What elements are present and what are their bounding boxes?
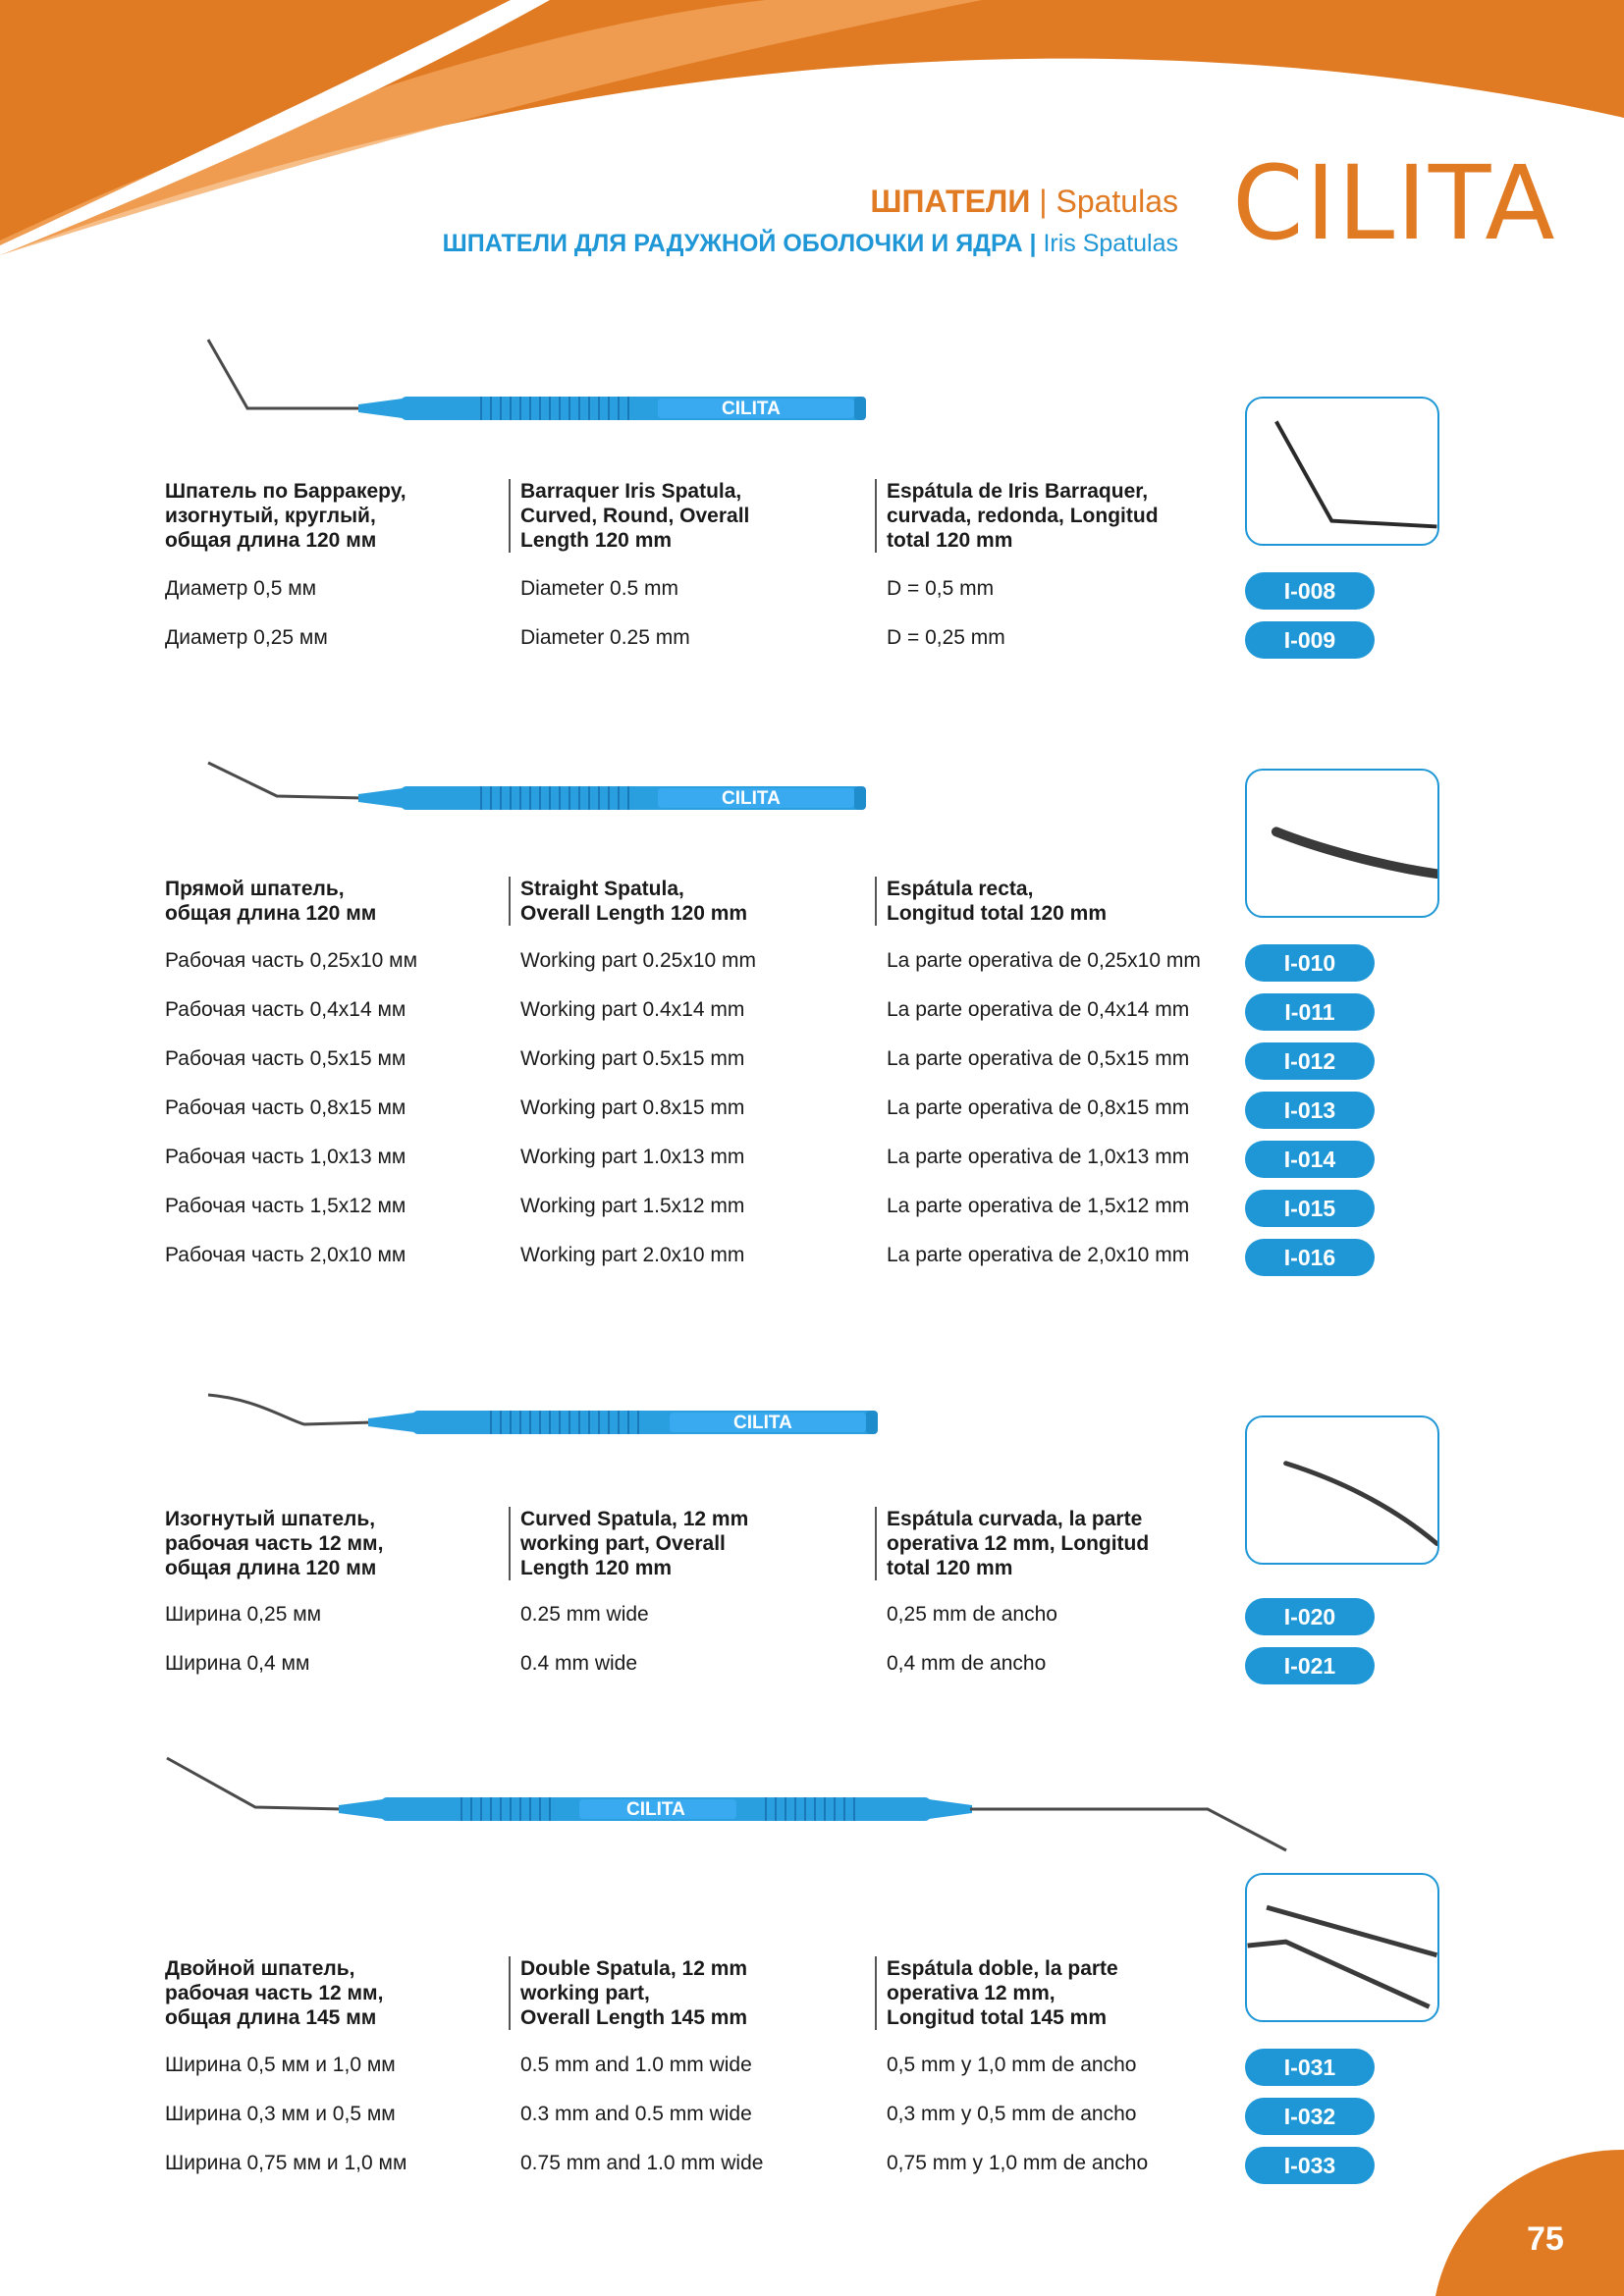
spec-es: La parte operativa de 0,4x14 mm xyxy=(887,998,1190,1021)
spec-es: La parte operativa de 0,8x15 mm xyxy=(887,1096,1190,1119)
spec-en: Diameter 0.25 mm xyxy=(520,626,690,649)
spec-es: La parte operativa de 1,5x12 mm xyxy=(887,1195,1190,1217)
title-ru: Прямой шпатель, общая длина 120 мм xyxy=(165,878,377,925)
category-heading xyxy=(870,184,1178,220)
table-row xyxy=(0,621,1624,659)
spec-es: 0,3 mm y 0,5 mm de ancho xyxy=(887,2103,1137,2125)
spec-es: La parte operativa de 1,0x13 mm xyxy=(887,1146,1190,1168)
table-row xyxy=(0,2049,1624,2086)
spec-ru: Ширина 0,75 мм и 1,0 мм xyxy=(165,2152,407,2174)
spec-en: Working part 1.0x13 mm xyxy=(520,1146,745,1168)
title-es: Espátula doble, la parte operativa 12 mm, Longitud total 145 mm xyxy=(875,1956,1118,2030)
table-row xyxy=(0,1647,1624,1684)
title-en: Barraquer Iris Spatula, Curved, Round, Overall Length 120 mm xyxy=(509,479,749,553)
tip-closeup-image xyxy=(1245,1873,1439,2022)
spec-es: La parte operativa de 2,0x10 mm xyxy=(887,1244,1190,1266)
handle-logo: CILITA xyxy=(722,399,781,419)
spec-ru: Рабочая часть 0,4x14 мм xyxy=(165,998,406,1021)
title-en: Straight Spatula, Overall Length 120 mm xyxy=(509,877,747,926)
product-code-badge[interactable]: I-016 xyxy=(1245,1239,1375,1276)
spec-ru: Ширина 0,5 мм и 1,0 мм xyxy=(165,2054,396,2076)
subcategory-separator: | xyxy=(1029,230,1037,257)
spec-en: 0.75 mm and 1.0 mm wide xyxy=(520,2152,764,2174)
tip-closeup-image xyxy=(1245,769,1439,918)
product-code-badge[interactable]: I-010 xyxy=(1245,944,1375,982)
curved-spatula-image xyxy=(196,1360,1159,1458)
product-code-badge[interactable]: I-009 xyxy=(1245,621,1375,659)
spec-en: Working part 0.8x15 mm xyxy=(520,1096,745,1119)
table-row xyxy=(0,572,1624,610)
spec-en: 0.4 mm wide xyxy=(520,1652,638,1675)
spec-ru: Ширина 0,3 мм и 0,5 мм xyxy=(165,2103,396,2125)
handle-logo: CILITA xyxy=(626,1799,685,1820)
product-code-badge[interactable]: I-015 xyxy=(1245,1190,1375,1227)
subcategory-en: Iris Spatulas xyxy=(1043,230,1178,257)
title-ru: Двойной шпатель, рабочая часть 12 мм, общая длина 145 мм xyxy=(165,1957,384,2029)
spec-ru: Ширина 0,25 мм xyxy=(165,1603,322,1626)
spec-en: Diameter 0.5 mm xyxy=(520,577,679,600)
product-code-badge[interactable]: I-008 xyxy=(1245,572,1375,610)
table-row xyxy=(0,993,1624,1031)
spec-es: 0,4 mm de ancho xyxy=(887,1652,1047,1675)
product-code-badge[interactable]: I-012 xyxy=(1245,1042,1375,1080)
title-en: Curved Spatula, 12 mm working part, Overall Length 120 mm xyxy=(509,1507,748,1580)
barraquer-spatula-image xyxy=(196,324,1159,432)
spec-es: 0,5 mm y 1,0 mm de ancho xyxy=(887,2054,1137,2076)
heading-separator: | xyxy=(1039,184,1048,219)
product-code-badge[interactable]: I-033 xyxy=(1245,2147,1375,2184)
tip-closeup-image xyxy=(1245,397,1439,546)
spec-en: 0.5 mm and 1.0 mm wide xyxy=(520,2054,752,2076)
straight-spatula-image xyxy=(196,731,1159,829)
product-code-badge[interactable]: I-021 xyxy=(1245,1647,1375,1684)
tip-closeup-image xyxy=(1245,1415,1439,1565)
table-row xyxy=(0,1239,1624,1276)
table-row xyxy=(0,2098,1624,2135)
spec-es: 0,75 mm y 1,0 mm de ancho xyxy=(887,2152,1149,2174)
table-row xyxy=(0,1092,1624,1129)
title-ru: Изогнутый шпатель, рабочая часть 12 мм, общая длина 120 мм xyxy=(165,1508,384,1579)
spec-ru: Рабочая часть 2,0x10 мм xyxy=(165,1244,406,1266)
spec-ru: Диаметр 0,25 мм xyxy=(165,626,328,649)
table-row xyxy=(0,1190,1624,1227)
handle-logo: CILITA xyxy=(733,1413,792,1433)
spec-es: La parte operativa de 0,5x15 mm xyxy=(887,1047,1190,1070)
table-row xyxy=(0,1141,1624,1178)
spec-en: 0.25 mm wide xyxy=(520,1603,649,1626)
spec-en: Working part 0.4x14 mm xyxy=(520,998,745,1021)
spec-en: Working part 1.5x12 mm xyxy=(520,1195,745,1217)
subcategory-heading xyxy=(443,230,1178,258)
spec-ru: Диаметр 0,5 мм xyxy=(165,577,317,600)
table-row xyxy=(0,1042,1624,1080)
category-ru: ШПАТЕЛИ xyxy=(870,184,1031,219)
spec-es: D = 0,25 mm xyxy=(887,626,1005,649)
product-code-badge[interactable]: I-031 xyxy=(1245,2049,1375,2086)
spec-ru: Рабочая часть 0,25x10 мм xyxy=(165,949,418,972)
spec-en: Working part 0.25x10 mm xyxy=(520,949,757,972)
table-row xyxy=(0,2147,1624,2184)
spec-en: Working part 2.0x10 mm xyxy=(520,1244,745,1266)
handle-logo: CILITA xyxy=(722,788,781,809)
spec-ru: Рабочая часть 1,0x13 мм xyxy=(165,1146,406,1168)
table-row xyxy=(0,944,1624,982)
spec-en: 0.3 mm and 0.5 mm wide xyxy=(520,2103,752,2125)
product-code-badge[interactable]: I-014 xyxy=(1245,1141,1375,1178)
category-en: Spatulas xyxy=(1056,184,1178,219)
spec-es: La parte operativa de 0,25x10 mm xyxy=(887,949,1201,972)
product-code-badge[interactable]: I-011 xyxy=(1245,993,1375,1031)
spec-en: Working part 0.5x15 mm xyxy=(520,1047,745,1070)
subcategory-ru: ШПАТЕЛИ ДЛЯ РАДУЖНОЙ ОБОЛОЧКИ И ЯДРА xyxy=(442,230,1023,257)
title-es: Espátula recta, Longitud total 120 mm xyxy=(875,877,1107,926)
title-en: Double Spatula, 12 mm working part, Overall Length 145 mm xyxy=(509,1956,747,2030)
product-code-badge[interactable]: I-032 xyxy=(1245,2098,1375,2135)
spec-es: 0,25 mm de ancho xyxy=(887,1603,1057,1626)
title-ru: Шпатель по Барракеру, изогнутый, круглый, общая длина 120 мм xyxy=(165,480,406,552)
title-es: Espátula curvada, la parte operativa 12 mm, Longitud total 120 mm xyxy=(875,1507,1149,1580)
page-number: 75 xyxy=(1527,2220,1564,2258)
title-es: Espátula de Iris Barraquer, curvada, redonda, Longitud total 120 mm xyxy=(875,479,1159,553)
table-row xyxy=(0,1598,1624,1635)
product-code-badge[interactable]: I-020 xyxy=(1245,1598,1375,1635)
brand-logo: CILITA xyxy=(1232,143,1557,263)
double-spatula-image xyxy=(157,1752,1316,1860)
spec-es: D = 0,5 mm xyxy=(887,577,995,600)
product-code-badge[interactable]: I-013 xyxy=(1245,1092,1375,1129)
spec-ru: Ширина 0,4 мм xyxy=(165,1652,310,1675)
spec-ru: Рабочая часть 0,5x15 мм xyxy=(165,1047,406,1070)
spec-ru: Рабочая часть 1,5x12 мм xyxy=(165,1195,406,1217)
spec-ru: Рабочая часть 0,8x15 мм xyxy=(165,1096,406,1119)
